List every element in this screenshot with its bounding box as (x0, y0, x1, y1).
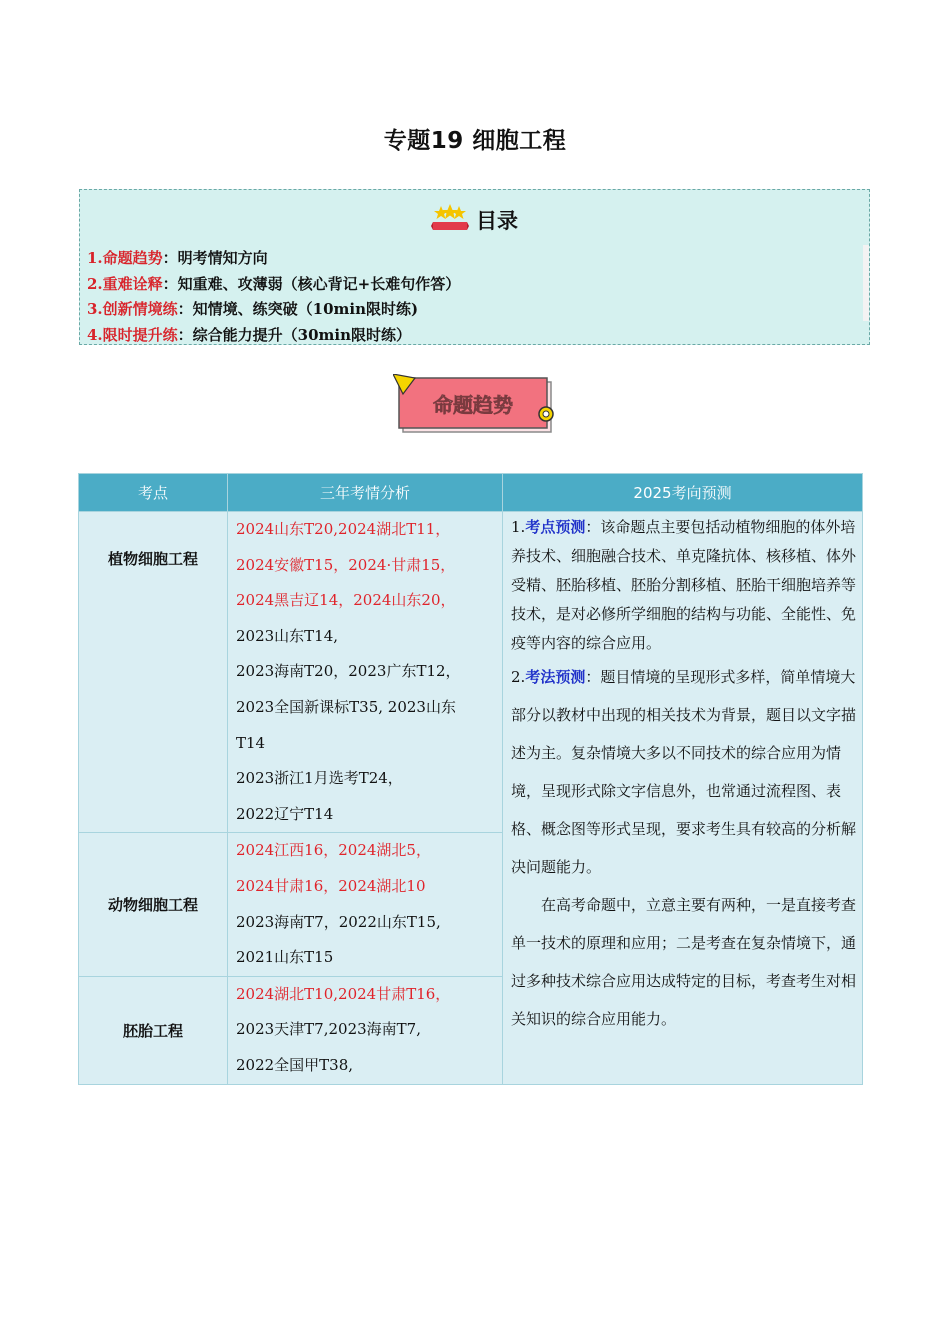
column-header: 2025考向预测 (503, 474, 863, 512)
exam-ref: 2022全国甲T38, (236, 1055, 354, 1074)
topic-cell: 植物细胞工程 (79, 512, 228, 833)
exam-ref: 2022辽宁T14 (236, 804, 334, 823)
analysis-cell (228, 976, 503, 1084)
exam-ref: 2024甘肃16，2024湖北10 (236, 876, 426, 895)
column-header: 三年考情分析 (228, 474, 503, 512)
topic-cell: 胚胎工程 (79, 976, 228, 1084)
pred-text: 在高考命题中，立意主要有两种，一是直接考查单一技术的原理和应用；二是考查在复杂情境下，通过多种技术综合应用达成特定的目标，考查考生对相关知识的综合应用能力。 (511, 896, 857, 1028)
toc-item[interactable] (87, 297, 460, 323)
toc-item-text: ：综合能力提升（30min限时练） (177, 325, 412, 344)
exam-ref: 2023浙江1月选考T24， (236, 769, 403, 788)
exam-ref: 2021山东T15 (236, 948, 334, 967)
pred-text: ：题目情境的呈现形式多样，简单情境大部分以教材中出现的相关技术为背景，题目以文字描述为主。复杂情境大多以不同技术的综合应用为情境，呈现形式除文字信息外，也常通过流程图、表格、概念图等形式呈现，要求考生具有较高的分析解决问题能力。 (511, 668, 857, 876)
analysis-cell (228, 512, 503, 833)
toc-item-key: 4.限时提升练 (87, 325, 178, 344)
toc-item[interactable] (87, 272, 460, 298)
page-title: 专题19 细胞工程 (383, 128, 567, 154)
exam-ref: 2023全国新课标T35, 2023山东 (236, 697, 456, 716)
exam-ref: 2023天津T7,2023海南T7, (236, 1020, 421, 1039)
toc-side-bar (863, 245, 869, 321)
badge-label: 命题趋势 (433, 393, 513, 417)
section-badge (393, 374, 558, 436)
exam-ref: 2024山东T20,2024湖北T11， (236, 520, 451, 538)
ribbon-stars-icon (431, 204, 469, 236)
toc-item-key: 2.重难诠释 (87, 274, 163, 293)
toc-item-text: ：知情境、练突破（10min限时练) (177, 300, 419, 318)
table-row (79, 512, 863, 833)
toc-item[interactable] (87, 246, 460, 272)
prediction-cell (503, 512, 863, 1085)
column-header: 考点 (79, 474, 228, 512)
exam-ref: 2024黑吉辽14，2024山东20， (236, 591, 456, 610)
toc-item-text: ：明考情知方向 (162, 249, 268, 267)
toc-item[interactable] (87, 323, 460, 349)
exam-ref: 2023山东T14, (236, 626, 339, 645)
exam-ref: 2024安徽T15，2024·甘肃15， (236, 555, 456, 574)
toc-list (87, 246, 460, 348)
toc-box (79, 189, 870, 345)
exam-analysis-table (78, 473, 863, 1085)
pred-num: 1. (511, 518, 526, 536)
topic-cell: 动物细胞工程 (79, 833, 228, 976)
exam-ref: T14 (236, 733, 266, 752)
exam-ref: 2023海南T7，2022山东T15, (236, 912, 441, 931)
toc-header (80, 204, 869, 238)
table-header-row (79, 474, 863, 512)
analysis-cell (228, 833, 503, 976)
exam-ref: 2023海南T20，2023广东T12， (236, 662, 461, 681)
exam-ref: 2024江西16，2024湖北5， (236, 841, 431, 860)
pred-label: 考法预测 (525, 668, 586, 686)
toc-heading: 目录 (476, 209, 519, 233)
pred-text: ：该命题点主要包括动植物细胞的体外培养技术、细胞融合技术、单克隆抗体、核移植、体外受精、胚胎移植、胚胎分割移植、胚胎干细胞培养等技术，是对必修所学细胞的结构与功能、全能性、免疫等内容的综合应用。 (511, 518, 857, 652)
pred-num: 2. (511, 668, 526, 686)
pred-label: 考点预测 (525, 518, 586, 536)
toc-item-key: 3.创新情境练 (87, 300, 178, 318)
exam-ref: 2024湖北T10,2024甘肃T16， (236, 984, 451, 1003)
toc-item-key: 1.命题趋势 (87, 249, 163, 267)
toc-item-text: ：知重难、攻薄弱（核心背记+长难句作答） (162, 274, 461, 293)
